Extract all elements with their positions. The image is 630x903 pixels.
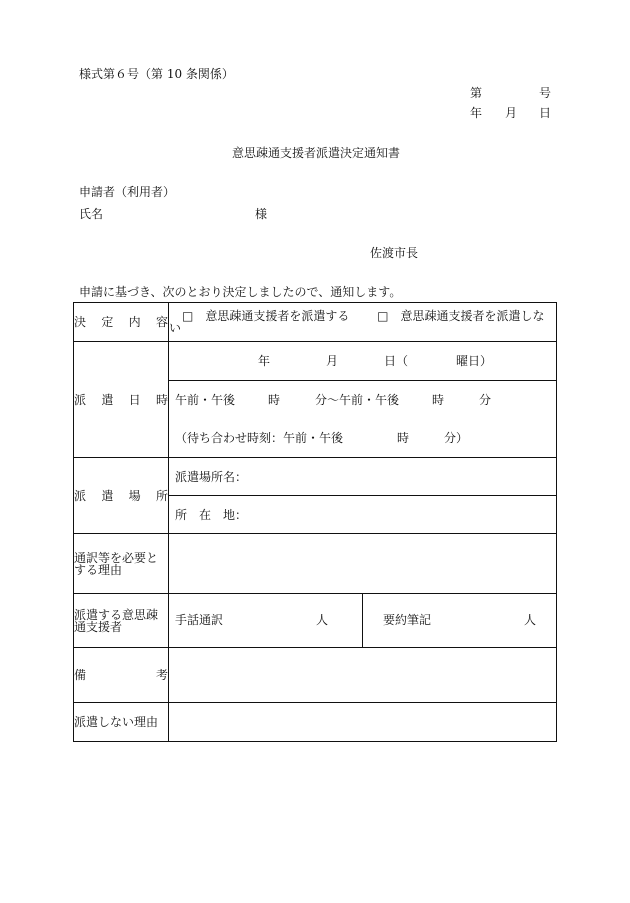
place-name-label: 派遣場所名：	[175, 469, 248, 484]
doc-number-prefix: 第	[470, 86, 483, 100]
date-month: 月	[505, 106, 518, 120]
applicant-name-label: 氏名	[79, 207, 104, 221]
issuer: 佐渡市長	[370, 246, 419, 260]
place-address-cell	[169, 496, 557, 534]
remarks-row	[74, 648, 557, 703]
meet-min-label: 分）	[444, 431, 469, 445]
applicant-label: 申請者（利用者）	[79, 185, 176, 199]
label-char: 決	[74, 315, 87, 329]
datetime-meet-cell	[169, 419, 557, 458]
label-char: 派	[74, 392, 87, 407]
supporters-divider	[362, 594, 363, 647]
reason-needed-cell[interactable]	[169, 534, 557, 594]
doc-number-suffix: 号	[539, 86, 552, 100]
supporters-row	[74, 594, 557, 648]
meet-hour-label: 時	[397, 431, 410, 445]
option-dispatch[interactable]: □ 意思疎通支援者を派遣する	[182, 309, 350, 323]
applicant-honorific: 様	[255, 207, 268, 221]
summary-writing-label: 要約筆記	[383, 613, 432, 627]
label-char: 定	[101, 315, 114, 329]
sign-language-unit: 人	[316, 613, 329, 627]
label-char: 派	[74, 488, 87, 503]
date-year: 年	[470, 106, 483, 120]
intro-text: 申請に基づき、次のとおり決定しましたので、通知します。	[79, 285, 402, 299]
time-hour-label: 時	[268, 393, 281, 407]
place-name-cell	[169, 458, 557, 496]
remarks-cell[interactable]	[169, 648, 557, 703]
reason-needed-row	[74, 534, 557, 594]
summary-writing-unit: 人	[524, 613, 537, 627]
decision-label	[74, 303, 169, 342]
label-char: 備	[74, 668, 87, 682]
not-dispatch-cell[interactable]	[169, 703, 557, 742]
label-line: 通支援者	[74, 619, 123, 634]
sign-language-label: 手話通訳	[175, 613, 224, 627]
datetime-time-cell	[169, 381, 557, 420]
label-char: 時	[155, 392, 168, 407]
time-ampm: 午前・午後	[175, 393, 236, 407]
place-name-row	[74, 458, 557, 496]
decision-table	[73, 302, 557, 742]
date-month-label: 月	[326, 354, 339, 368]
label-line: 通訳等を必要と	[74, 550, 159, 565]
meet-time-label: （待ち合わせ時刻：午前・午後	[175, 431, 344, 445]
reason-needed-label	[74, 534, 169, 594]
remarks-label	[74, 648, 169, 703]
time-min2-label: 分	[479, 393, 492, 407]
datetime-label	[74, 342, 169, 458]
label-char: 場	[128, 488, 141, 503]
date-day-label: 日（	[384, 354, 409, 368]
date-year-label: 年	[258, 354, 271, 368]
not-dispatch-label: 派遣しない理由	[74, 703, 169, 742]
decision-options-cell	[169, 303, 557, 342]
form-number: 様式第６号（第 10 条関係）	[79, 67, 234, 81]
date-weekday-label: 曜日）	[456, 354, 493, 368]
not-dispatch-row	[74, 703, 557, 742]
label-char: 遣	[101, 488, 114, 503]
time-to-label: 分〜午前・午後	[315, 393, 400, 407]
place-address-label: 所 在 地：	[175, 507, 248, 522]
document-title: 意思疎通支援者派遣決定通知書	[232, 146, 401, 160]
supporters-label	[74, 594, 169, 648]
option-no-dispatch[interactable]: □ 意思疎通支援者を派遣しない	[169, 309, 545, 335]
label-char: 日	[128, 392, 141, 407]
supporters-cell	[169, 594, 557, 648]
time-hour2-label: 時	[432, 393, 445, 407]
label-char: 所	[155, 488, 168, 503]
date-day: 日	[539, 106, 552, 120]
label-char: 容	[155, 315, 168, 329]
decision-row	[74, 303, 557, 342]
datetime-date-cell	[169, 342, 557, 381]
label-char: 考	[155, 668, 168, 682]
place-label	[74, 458, 169, 534]
label-line: 派遣する意思疎	[74, 607, 159, 622]
label-line: する理由	[74, 562, 123, 577]
label-char: 内	[128, 315, 141, 329]
label-char: 遣	[101, 392, 114, 407]
datetime-date-row	[74, 342, 557, 381]
